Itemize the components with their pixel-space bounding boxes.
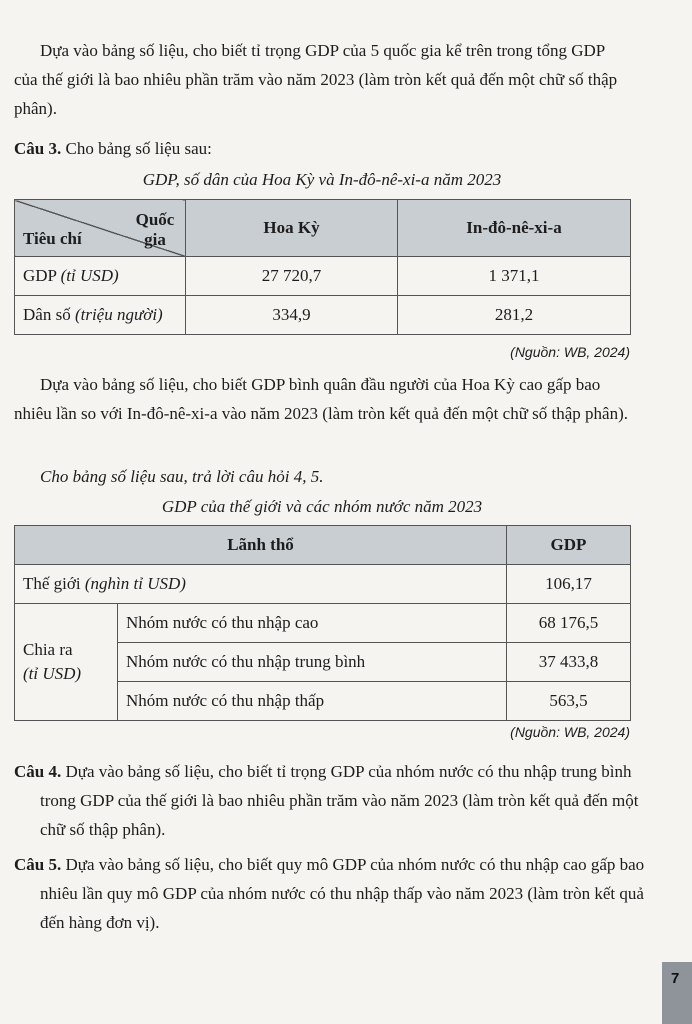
question-5-label: Câu 5.: [14, 855, 62, 874]
table-1-corner-header: [15, 200, 186, 257]
row-label: Dân số (triệu người): [15, 296, 186, 335]
row-label: GDP (tỉ USD): [15, 257, 186, 296]
question-4-text: Dựa vào bảng số liệu, cho biết tỉ trọng GDP của nhóm nước có thu nhập trung bình trong GDP của thế giới là bao nhiêu phần trăm vào năm 2023 (làm tròn kết quả đến một chữ số thập phân).: [40, 762, 639, 839]
group-name: Nhóm nước có thu nhập cao: [118, 604, 507, 643]
page-number: 7: [671, 970, 680, 987]
cell-value: 68 176,5: [507, 604, 631, 643]
intro-questions-4-5: Cho bảng số liệu sau, trả lời câu hỏi 4, 5.: [40, 467, 324, 486]
table-1-title: GDP, số dân của Hoa Kỳ và In-đô-nê-xi-a năm 2023: [142, 170, 502, 189]
table-row: [15, 565, 631, 604]
cell-value: 27 720,7: [186, 257, 398, 296]
question-3-label: Câu 3.: [14, 139, 62, 158]
question-3-text: Cho bảng số liệu sau:: [65, 139, 212, 158]
question-3: [14, 134, 630, 163]
question-5-text: Dựa vào bảng số liệu, cho biết quy mô GDP của nhóm nước có thu nhập cao gấp bao nhiêu lần quy mô GDP của nhóm nước có thu nhập thấp vào năm 2023 (làm tròn kết quả đến hàng đơn vị).: [40, 855, 645, 932]
question-5: [14, 850, 656, 937]
cell-value: 281,2: [398, 296, 631, 335]
question-4-label: Câu 4.: [14, 762, 62, 781]
header-criteria: Tiêu chí: [23, 229, 82, 248]
header-col-1: Hoa Kỳ: [186, 200, 398, 257]
table-2-source: (Nguồn: WB, 2024): [510, 724, 630, 740]
table-row: [15, 257, 631, 296]
group-name: Nhóm nước có thu nhập thấp: [118, 682, 507, 721]
question-4: [14, 757, 656, 844]
table-2: [14, 525, 631, 721]
cell-value: 334,9: [186, 296, 398, 335]
header-country: Quốc gia: [135, 210, 175, 249]
table-row: [15, 296, 631, 335]
intro-paragraph: Dựa vào bảng số liệu, cho biết tỉ trọng GDP của 5 quốc gia kể trên trong tổng GDP của thế giới là bao nhiêu phần trăm vào năm 2023 (làm tròn kết quả đến một chữ số thập phân).: [14, 41, 618, 118]
table-row: [15, 604, 631, 643]
table-1-source: (Nguồn: WB, 2024): [510, 344, 630, 360]
header-territory: Lãnh thổ: [15, 526, 507, 565]
table-1: [14, 199, 631, 335]
group-name: Nhóm nước có thu nhập trung bình: [118, 643, 507, 682]
page-number-tab: [662, 962, 692, 1024]
cell-value: 1 371,1: [398, 257, 631, 296]
row-label: Thế giới (nghìn tỉ USD): [15, 565, 507, 604]
cell-value: 37 433,8: [507, 643, 631, 682]
cell-value: 563,5: [507, 682, 631, 721]
table-2-title: GDP của thế giới và các nhóm nước năm 2023: [161, 497, 483, 516]
header-col-2: In-đô-nê-xi-a: [398, 200, 631, 257]
group-label: Chia ra (tỉ USD): [15, 604, 118, 721]
header-gdp: GDP: [507, 526, 631, 565]
question-3-body: Dựa vào bảng số liệu, cho biết GDP bình quân đầu người của Hoa Kỳ cao gấp bao nhiêu lần so với In-đô-nê-xi-a vào năm 2023 (làm tròn kết quả đến một chữ số thập phân).: [14, 375, 628, 423]
cell-value: 106,17: [507, 565, 631, 604]
